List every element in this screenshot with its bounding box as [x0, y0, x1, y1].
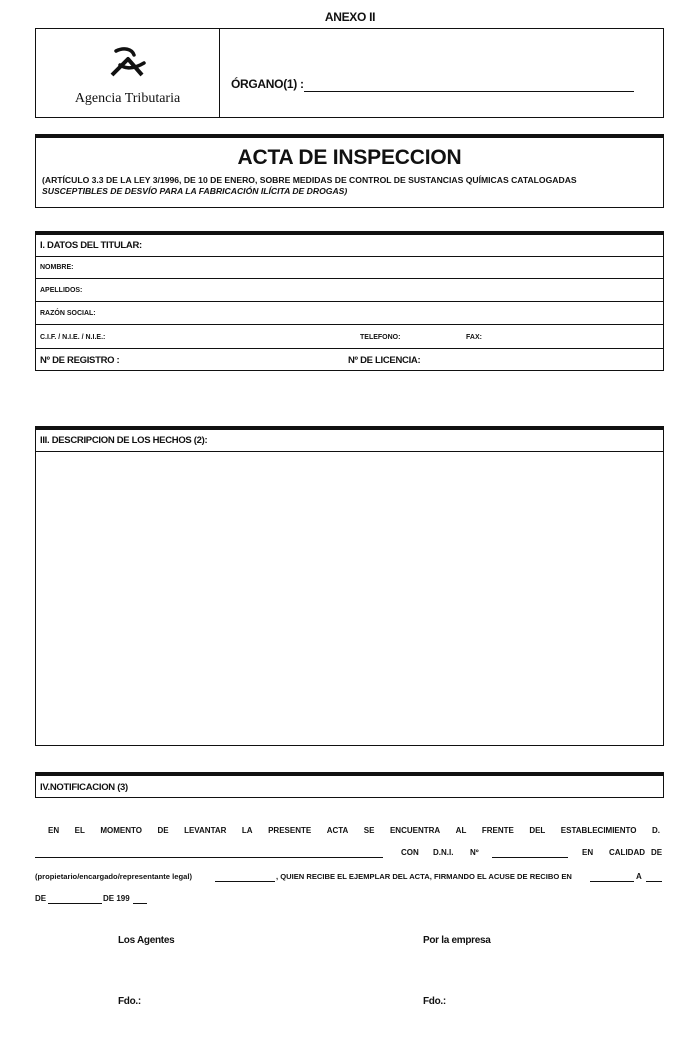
section-notificacion-heading: IV.NOTIFICACION (3)	[40, 782, 128, 793]
dni-label: D.N.I.	[433, 848, 454, 857]
document-subtitle	[42, 175, 652, 197]
day-field[interactable]	[646, 881, 662, 882]
nombre-row[interactable]	[36, 257, 663, 279]
notification-word: ENCUENTRA	[389, 826, 441, 835]
notification-word: EL	[74, 826, 85, 835]
apellidos-row[interactable]	[36, 279, 663, 302]
document-title: ACTA DE INSPECCION	[237, 146, 462, 169]
subtitle-line-1: (ARTÍCULO 3.3 DE LA LEY 3/1996, DE 10 DE ENERO, SOBRE MEDIDAS DE CONTROL DE SUSTANCIAS QUÍMICAS CATALOGADAS	[42, 175, 577, 185]
notification-word: FRENTE	[481, 826, 514, 835]
establishment-name-field[interactable]	[35, 857, 383, 858]
notification-word: D.	[652, 826, 660, 835]
month-field[interactable]	[48, 903, 102, 904]
annex-title: ANEXO II	[324, 10, 376, 24]
year-label: DE 199	[103, 894, 130, 903]
month-de-label: DE	[35, 894, 47, 903]
notification-word: LEVANTAR	[184, 826, 227, 835]
title-box	[35, 134, 664, 208]
notification-word: SE	[363, 826, 375, 835]
section-hechos-heading-row	[36, 430, 663, 452]
en-label: EN	[582, 848, 594, 857]
apellidos-label: APELLIDOS:	[40, 287, 83, 294]
cif-label: C.I.F. / N.I.E. / N.I.E.:	[40, 334, 106, 341]
nombre-label: NOMBRE:	[40, 264, 74, 271]
organo-field[interactable]	[304, 91, 634, 92]
calidad-label: CALIDAD	[609, 848, 645, 857]
hechos-description-area[interactable]	[36, 452, 663, 747]
razon-social-row[interactable]	[36, 302, 663, 325]
notification-word: DE	[157, 826, 169, 835]
agents-fdo-label: Fdo.:	[118, 996, 141, 1007]
receipt-text: , QUIEN RECIBE EL EJEMPLAR DEL ACTA, FIRMANDO EL ACUSE DE RECIBO EN	[276, 872, 572, 881]
registro-label: Nº DE REGISTRO :	[40, 355, 120, 366]
cif-row[interactable]	[36, 325, 663, 349]
header-box	[35, 28, 664, 118]
licencia-label: Nº DE LICENCIA:	[348, 355, 421, 366]
razon-social-label: RAZÓN SOCIAL:	[40, 310, 96, 317]
con-label: CON	[401, 848, 419, 857]
notification-word: EN	[48, 826, 60, 835]
notification-word: ESTABLECIMIENTO	[560, 826, 637, 835]
section-hechos-heading: III. DESCRIPCION DE LOS HECHOS (2):	[40, 435, 208, 446]
telefono-label: TELEFONO:	[360, 334, 401, 341]
company-signature-label: Por la empresa	[423, 935, 491, 946]
registro-row[interactable]	[36, 349, 663, 372]
fax-label: FAX:	[466, 334, 482, 341]
notification-line-1	[48, 826, 660, 835]
section-notificacion	[35, 772, 664, 798]
notification-word: PRESENTE	[268, 826, 312, 835]
numero-label: Nº	[470, 848, 479, 857]
agencia-tributaria-logo-icon	[108, 45, 148, 79]
company-fdo-label: Fdo.:	[423, 996, 446, 1007]
year-field[interactable]	[133, 903, 147, 904]
subtitle-line-2: SUSCEPTIBLES DE DESVÍO PARA LA FABRICACIÓN ILÍCITA DE DROGAS)	[42, 186, 348, 196]
section-hechos	[35, 426, 664, 746]
agents-signature-label: Los Agentes	[118, 935, 175, 946]
place-field[interactable]	[590, 881, 634, 882]
notification-word: MOMENTO	[100, 826, 142, 835]
section-titular-heading-row	[36, 235, 663, 257]
logo-cell	[36, 29, 220, 117]
notification-word: ACTA	[326, 826, 349, 835]
agency-name: Agencia Tributaria	[74, 91, 181, 106]
a-label: A	[636, 872, 642, 881]
dni-number-field[interactable]	[492, 857, 568, 858]
role-field[interactable]	[215, 881, 275, 882]
organo-label: ÓRGANO(1) :	[231, 77, 304, 91]
section-titular	[35, 231, 664, 371]
notification-word: DEL	[529, 826, 546, 835]
notification-word: LA	[241, 826, 253, 835]
de-label: DE	[651, 848, 663, 857]
notification-word: AL	[455, 826, 467, 835]
section-titular-heading: I. DATOS DEL TITULAR:	[40, 240, 142, 251]
role-label: (propietario/encargado/representante legal)	[35, 872, 192, 881]
